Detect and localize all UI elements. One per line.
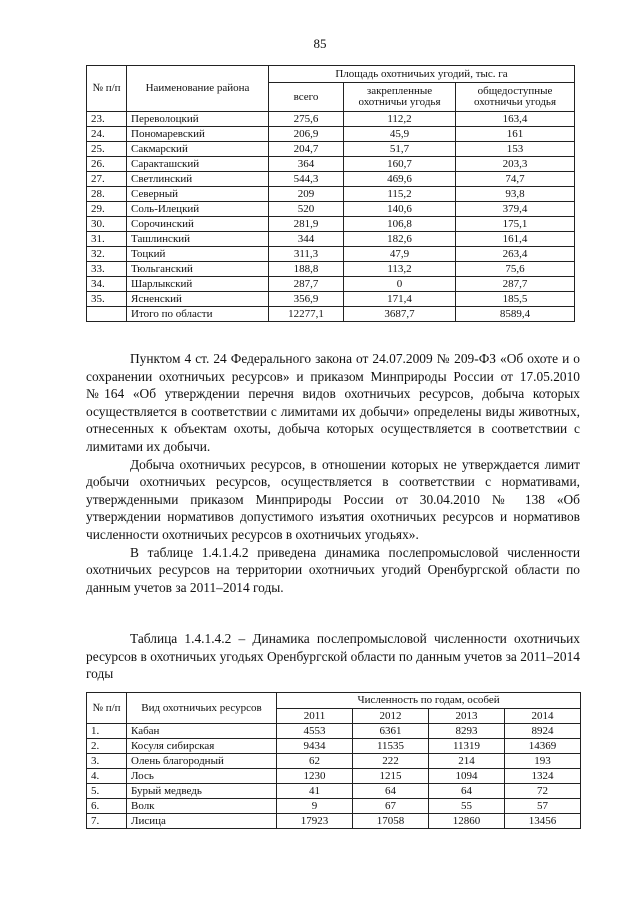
year-count: 11535 — [353, 739, 429, 754]
area-assigned: 0 — [344, 277, 456, 292]
col-header-year: 2012 — [353, 709, 429, 724]
area-public: 161 — [456, 127, 575, 142]
table-row — [87, 172, 575, 187]
area-total: 204,7 — [269, 142, 344, 157]
year-count: 13456 — [505, 814, 581, 829]
body-text — [86, 350, 580, 596]
species-name: Лось — [127, 769, 277, 784]
year-count: 8924 — [505, 724, 581, 739]
district-name: Саракташский — [127, 157, 269, 172]
col-header-species: Вид охотничьих ресурсов — [127, 693, 277, 724]
total-row — [87, 307, 575, 322]
species-name: Кабан — [127, 724, 277, 739]
district-name: Тоцкий — [127, 247, 269, 262]
table-row — [87, 799, 581, 814]
row-number: 23. — [87, 112, 127, 127]
table-row — [87, 277, 575, 292]
paragraph: Добыча охотничьих ресурсов, в отношении которых не утверждается лимит добычи охотничьих ресурсов, осуществляется в соответствии с нормативами, утвержденными приказом Минприроды России от 30.04.2010 № 138 «Об утверждении нормативов допустимого изъятия охотничьих ресурсов и нормативов численности охотничьих ресурсов в охотничьих угодьях». — [86, 456, 580, 542]
year-count: 11319 — [429, 739, 505, 754]
species-name: Лисица — [127, 814, 277, 829]
year-count: 193 — [505, 754, 581, 769]
row-number: 25. — [87, 142, 127, 157]
area-public: 93,8 — [456, 187, 575, 202]
area-total: 311,3 — [269, 247, 344, 262]
area-public: 185,5 — [456, 292, 575, 307]
table-row — [87, 262, 575, 277]
table-row — [87, 142, 575, 157]
table-row — [87, 217, 575, 232]
year-count: 9 — [277, 799, 353, 814]
district-name: Переволоцкий — [127, 112, 269, 127]
year-count: 214 — [429, 754, 505, 769]
row-number: 24. — [87, 127, 127, 142]
col-header-public: общедоступные охотничьи угодья — [456, 83, 575, 112]
area-total: 188,8 — [269, 262, 344, 277]
area-assigned: 45,9 — [344, 127, 456, 142]
area-total: 344 — [269, 232, 344, 247]
area-public: 175,1 — [456, 217, 575, 232]
area-public: 287,7 — [456, 277, 575, 292]
col-header-area: Площадь охотничьих угодий, тыс. га — [269, 66, 575, 83]
district-name: Сорочинский — [127, 217, 269, 232]
year-count: 1215 — [353, 769, 429, 784]
district-name: Тюльганский — [127, 262, 269, 277]
area-total: 544,3 — [269, 172, 344, 187]
table-row — [87, 112, 575, 127]
col-header-count: Численность по годам, особей — [277, 693, 581, 709]
year-count: 9434 — [277, 739, 353, 754]
district-name: Соль-Илецкий — [127, 202, 269, 217]
area-total: 275,6 — [269, 112, 344, 127]
year-count: 64 — [353, 784, 429, 799]
total-public: 8589,4 — [456, 307, 575, 322]
table-caption-text: Таблица 1.4.1.4.2 – Динамика послепромысловой численности охотничьих ресурсов в охотничьих угодьях Оренбургской области по данным учетов за 2011–2014 годы — [86, 631, 580, 682]
district-name: Ташлинский — [127, 232, 269, 247]
area-total: 206,9 — [269, 127, 344, 142]
year-count: 1230 — [277, 769, 353, 784]
row-number: 32. — [87, 247, 127, 262]
year-count: 55 — [429, 799, 505, 814]
area-total: 287,7 — [269, 277, 344, 292]
row-number: 3. — [87, 754, 127, 769]
district-name: Пономаревский — [127, 127, 269, 142]
district-name: Ясненский — [127, 292, 269, 307]
area-public: 203,3 — [456, 157, 575, 172]
row-number: 34. — [87, 277, 127, 292]
area-public: 74,7 — [456, 172, 575, 187]
col-header-year: 2014 — [505, 709, 581, 724]
area-total: 281,9 — [269, 217, 344, 232]
year-count: 62 — [277, 754, 353, 769]
area-assigned: 140,6 — [344, 202, 456, 217]
row-number: 33. — [87, 262, 127, 277]
district-name: Светлинский — [127, 172, 269, 187]
year-count: 17058 — [353, 814, 429, 829]
row-number: 35. — [87, 292, 127, 307]
table-row — [87, 187, 575, 202]
row-number: 29. — [87, 202, 127, 217]
table-row — [87, 202, 575, 217]
species-name: Бурый медведь — [127, 784, 277, 799]
area-public: 161,4 — [456, 232, 575, 247]
area-public: 153 — [456, 142, 575, 157]
row-number: 28. — [87, 187, 127, 202]
table-row — [87, 724, 581, 739]
area-total: 356,9 — [269, 292, 344, 307]
total-label: Итого по области — [127, 307, 269, 322]
total-area: 12277,1 — [269, 307, 344, 322]
row-number: 26. — [87, 157, 127, 172]
row-number: 31. — [87, 232, 127, 247]
row-number: 5. — [87, 784, 127, 799]
col-header-district: Наименование района — [127, 66, 269, 112]
species-name: Косуля сибирская — [127, 739, 277, 754]
year-count: 67 — [353, 799, 429, 814]
table-row — [87, 814, 581, 829]
district-name: Шарлыкский — [127, 277, 269, 292]
total-assigned: 3687,7 — [344, 307, 456, 322]
table-row — [87, 127, 575, 142]
area-total: 520 — [269, 202, 344, 217]
empty-cell — [87, 307, 127, 322]
district-name: Сакмарский — [127, 142, 269, 157]
area-total: 209 — [269, 187, 344, 202]
year-count: 14369 — [505, 739, 581, 754]
row-number: 1. — [87, 724, 127, 739]
paragraph: В таблице 1.4.1.4.2 приведена динамика послепромысловой численности охотничьих ресурсов на территории охотничьих угодий Оренбургской области по данным учетов за 2011–2014 годы. — [86, 544, 580, 595]
table-row — [87, 232, 575, 247]
table-row — [87, 247, 575, 262]
year-count: 41 — [277, 784, 353, 799]
area-assigned: 160,7 — [344, 157, 456, 172]
year-count: 1324 — [505, 769, 581, 784]
col-header-assigned: закрепленные охотничьи угодья — [344, 83, 456, 112]
year-count: 6361 — [353, 724, 429, 739]
year-count: 8293 — [429, 724, 505, 739]
area-assigned: 115,2 — [344, 187, 456, 202]
area-assigned: 469,6 — [344, 172, 456, 187]
area-total: 364 — [269, 157, 344, 172]
row-number: 6. — [87, 799, 127, 814]
year-count: 222 — [353, 754, 429, 769]
area-assigned: 106,8 — [344, 217, 456, 232]
year-count: 12860 — [429, 814, 505, 829]
year-count: 17923 — [277, 814, 353, 829]
col-header-year: 2011 — [277, 709, 353, 724]
area-assigned: 182,6 — [344, 232, 456, 247]
table-row — [87, 769, 581, 784]
area-public: 163,4 — [456, 112, 575, 127]
district-name: Северный — [127, 187, 269, 202]
row-number: 27. — [87, 172, 127, 187]
species-name: Олень благородный — [127, 754, 277, 769]
area-assigned: 113,2 — [344, 262, 456, 277]
table-row — [87, 739, 581, 754]
area-assigned: 47,9 — [344, 247, 456, 262]
area-public: 263,4 — [456, 247, 575, 262]
table-row — [87, 754, 581, 769]
row-number: 2. — [87, 739, 127, 754]
year-count: 57 — [505, 799, 581, 814]
area-assigned: 112,2 — [344, 112, 456, 127]
table-row — [87, 292, 575, 307]
species-name: Волк — [127, 799, 277, 814]
col-header-year: 2013 — [429, 709, 505, 724]
area-public: 75,6 — [456, 262, 575, 277]
col-header-num: № п/п — [87, 693, 127, 724]
col-header-num: № п/п — [87, 66, 127, 112]
table-row — [87, 157, 575, 172]
row-number: 7. — [87, 814, 127, 829]
area-public: 379,4 — [456, 202, 575, 217]
row-number: 4. — [87, 769, 127, 784]
area-assigned: 171,4 — [344, 292, 456, 307]
table-caption — [86, 630, 580, 683]
year-count: 1094 — [429, 769, 505, 784]
page-number: 85 — [313, 36, 327, 51]
population-dynamics-table — [86, 692, 581, 829]
col-header-total: всего — [269, 83, 344, 112]
paragraph: Пунктом 4 ст. 24 Федерального закона от 24.07.2009 № 209-ФЗ «Об охоте и о сохранении охотничьих ресурсов» и приказом Минприроды России от 17.05.2010 №164 «Об утверждении перечня видов охотничьих ресурсов, добыча которых осуществляется в соответствии с лимитами их добычи» определены виды животных, отнесенных к объектам охоты, добыча которых осуществляется в соответствии с лимитами их добычи. — [86, 351, 580, 454]
table-row — [87, 784, 581, 799]
row-number: 30. — [87, 217, 127, 232]
area-assigned: 51,7 — [344, 142, 456, 157]
year-count: 72 — [505, 784, 581, 799]
year-count: 64 — [429, 784, 505, 799]
year-count: 4553 — [277, 724, 353, 739]
hunting-area-table — [86, 65, 575, 322]
